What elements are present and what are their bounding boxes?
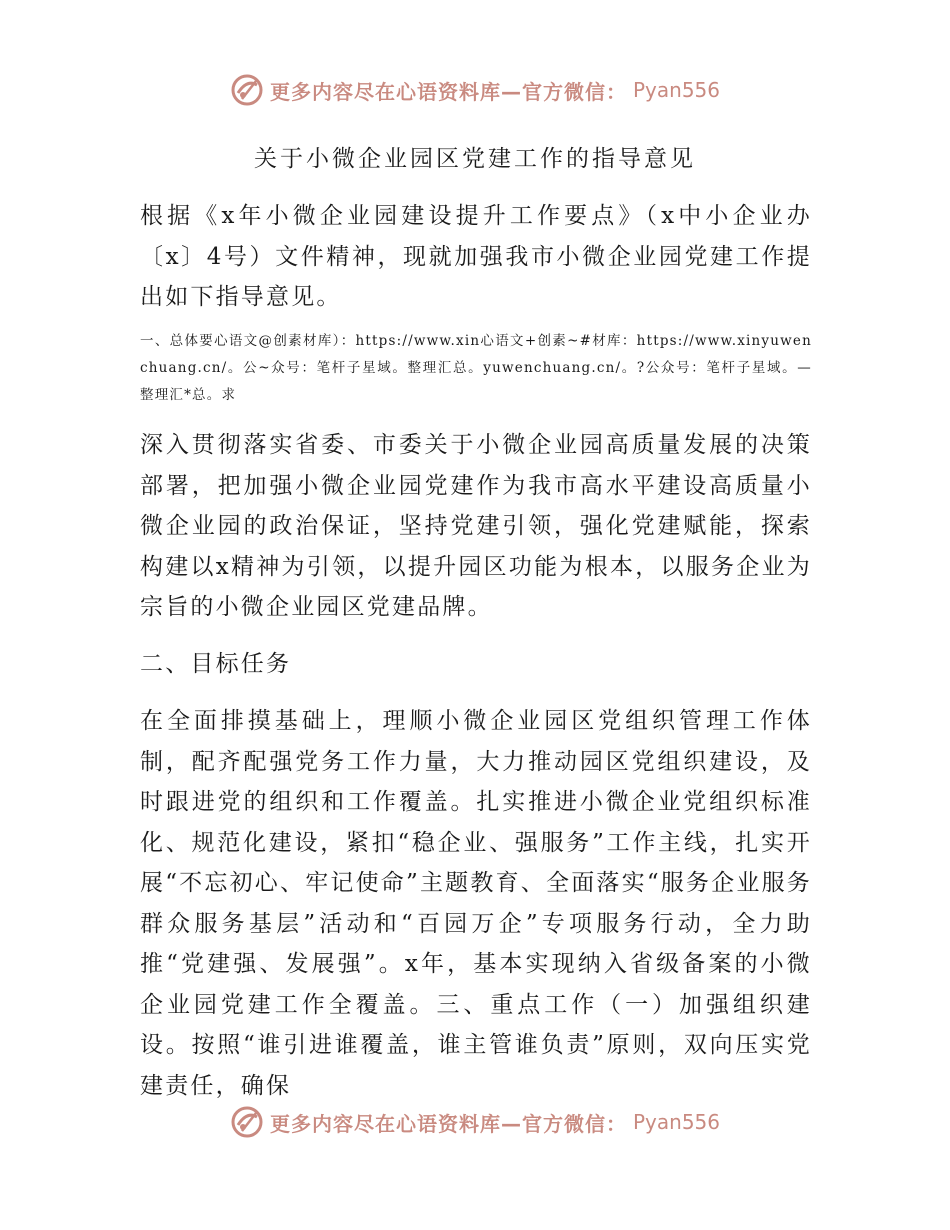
watermark-handle: Pyan556 — [632, 1110, 720, 1134]
logo-icon — [230, 73, 264, 107]
section-two-body: 在全面排摸基础上，理顺小微企业园区党组织管理工作体制，配齐配强党务工作力量，大力推动园区党组织建设，及时跟进党的组织和工作覆盖。扎实推进小微企业党组织标准化、规范化建设，紧扣“稳企业、强服务”工作主线，扎实开展“不忘初心、牢记使命”主题教育、全面落实“服务企业服务群众服务基层”活动和“百园万企”专项服务行动，全力助推“党建强、发展强”。x年，基本实现纳入省级备案的小微企业园党建工作全覆盖。三、重点工作（一）加强组织建设。按照“谁引进谁覆盖，谁主管谁负责”原则，双向压实党建责任，确保 — [140, 708, 812, 1099]
watermark-handle: Pyan556 — [632, 78, 720, 102]
watermark-text: 更多内容尽在心语资料库—官方微信： — [269, 79, 627, 104]
watermark-text: 更多内容尽在心语资料库—官方微信： — [269, 1111, 627, 1136]
logo-icon — [230, 1105, 264, 1139]
section-one-line: 一、总体要心语文@创素材库）：https://www.xin心语文+创素~#材库：https://www.xinyuwenchuang.cn/。公~众号：笔杆子星域。整理汇总。yuwenchuang.cn/。?公众号：笔杆子星域。—整理汇*总。求 — [140, 333, 812, 403]
section-two-heading: 二、目标任务 — [140, 651, 292, 677]
watermark-banner-top — [0, 68, 950, 112]
watermark-banner-bottom — [0, 1100, 950, 1144]
section-one-body: 深入贯彻落实省委、市委关于小微企业园高质量发展的决策部署，把加强小微企业园党建作为我市高水平建设高质量小微企业园的政治保证，坚持党建引领，强化党建赋能，探索构建以x精神为引领，以提升园区功能为根本，以服务企业为宗旨的小微企业园区党建品牌。 — [140, 432, 812, 620]
document-title: 关于小微企业园区党建工作的指导意见 — [254, 146, 696, 172]
intro-paragraph: 根据《x年小微企业园建设提升工作要点》（x中小企业办〔x〕4号）文件精神，现就加强我市小微企业园党建工作提出如下指导意见。 — [140, 203, 812, 310]
